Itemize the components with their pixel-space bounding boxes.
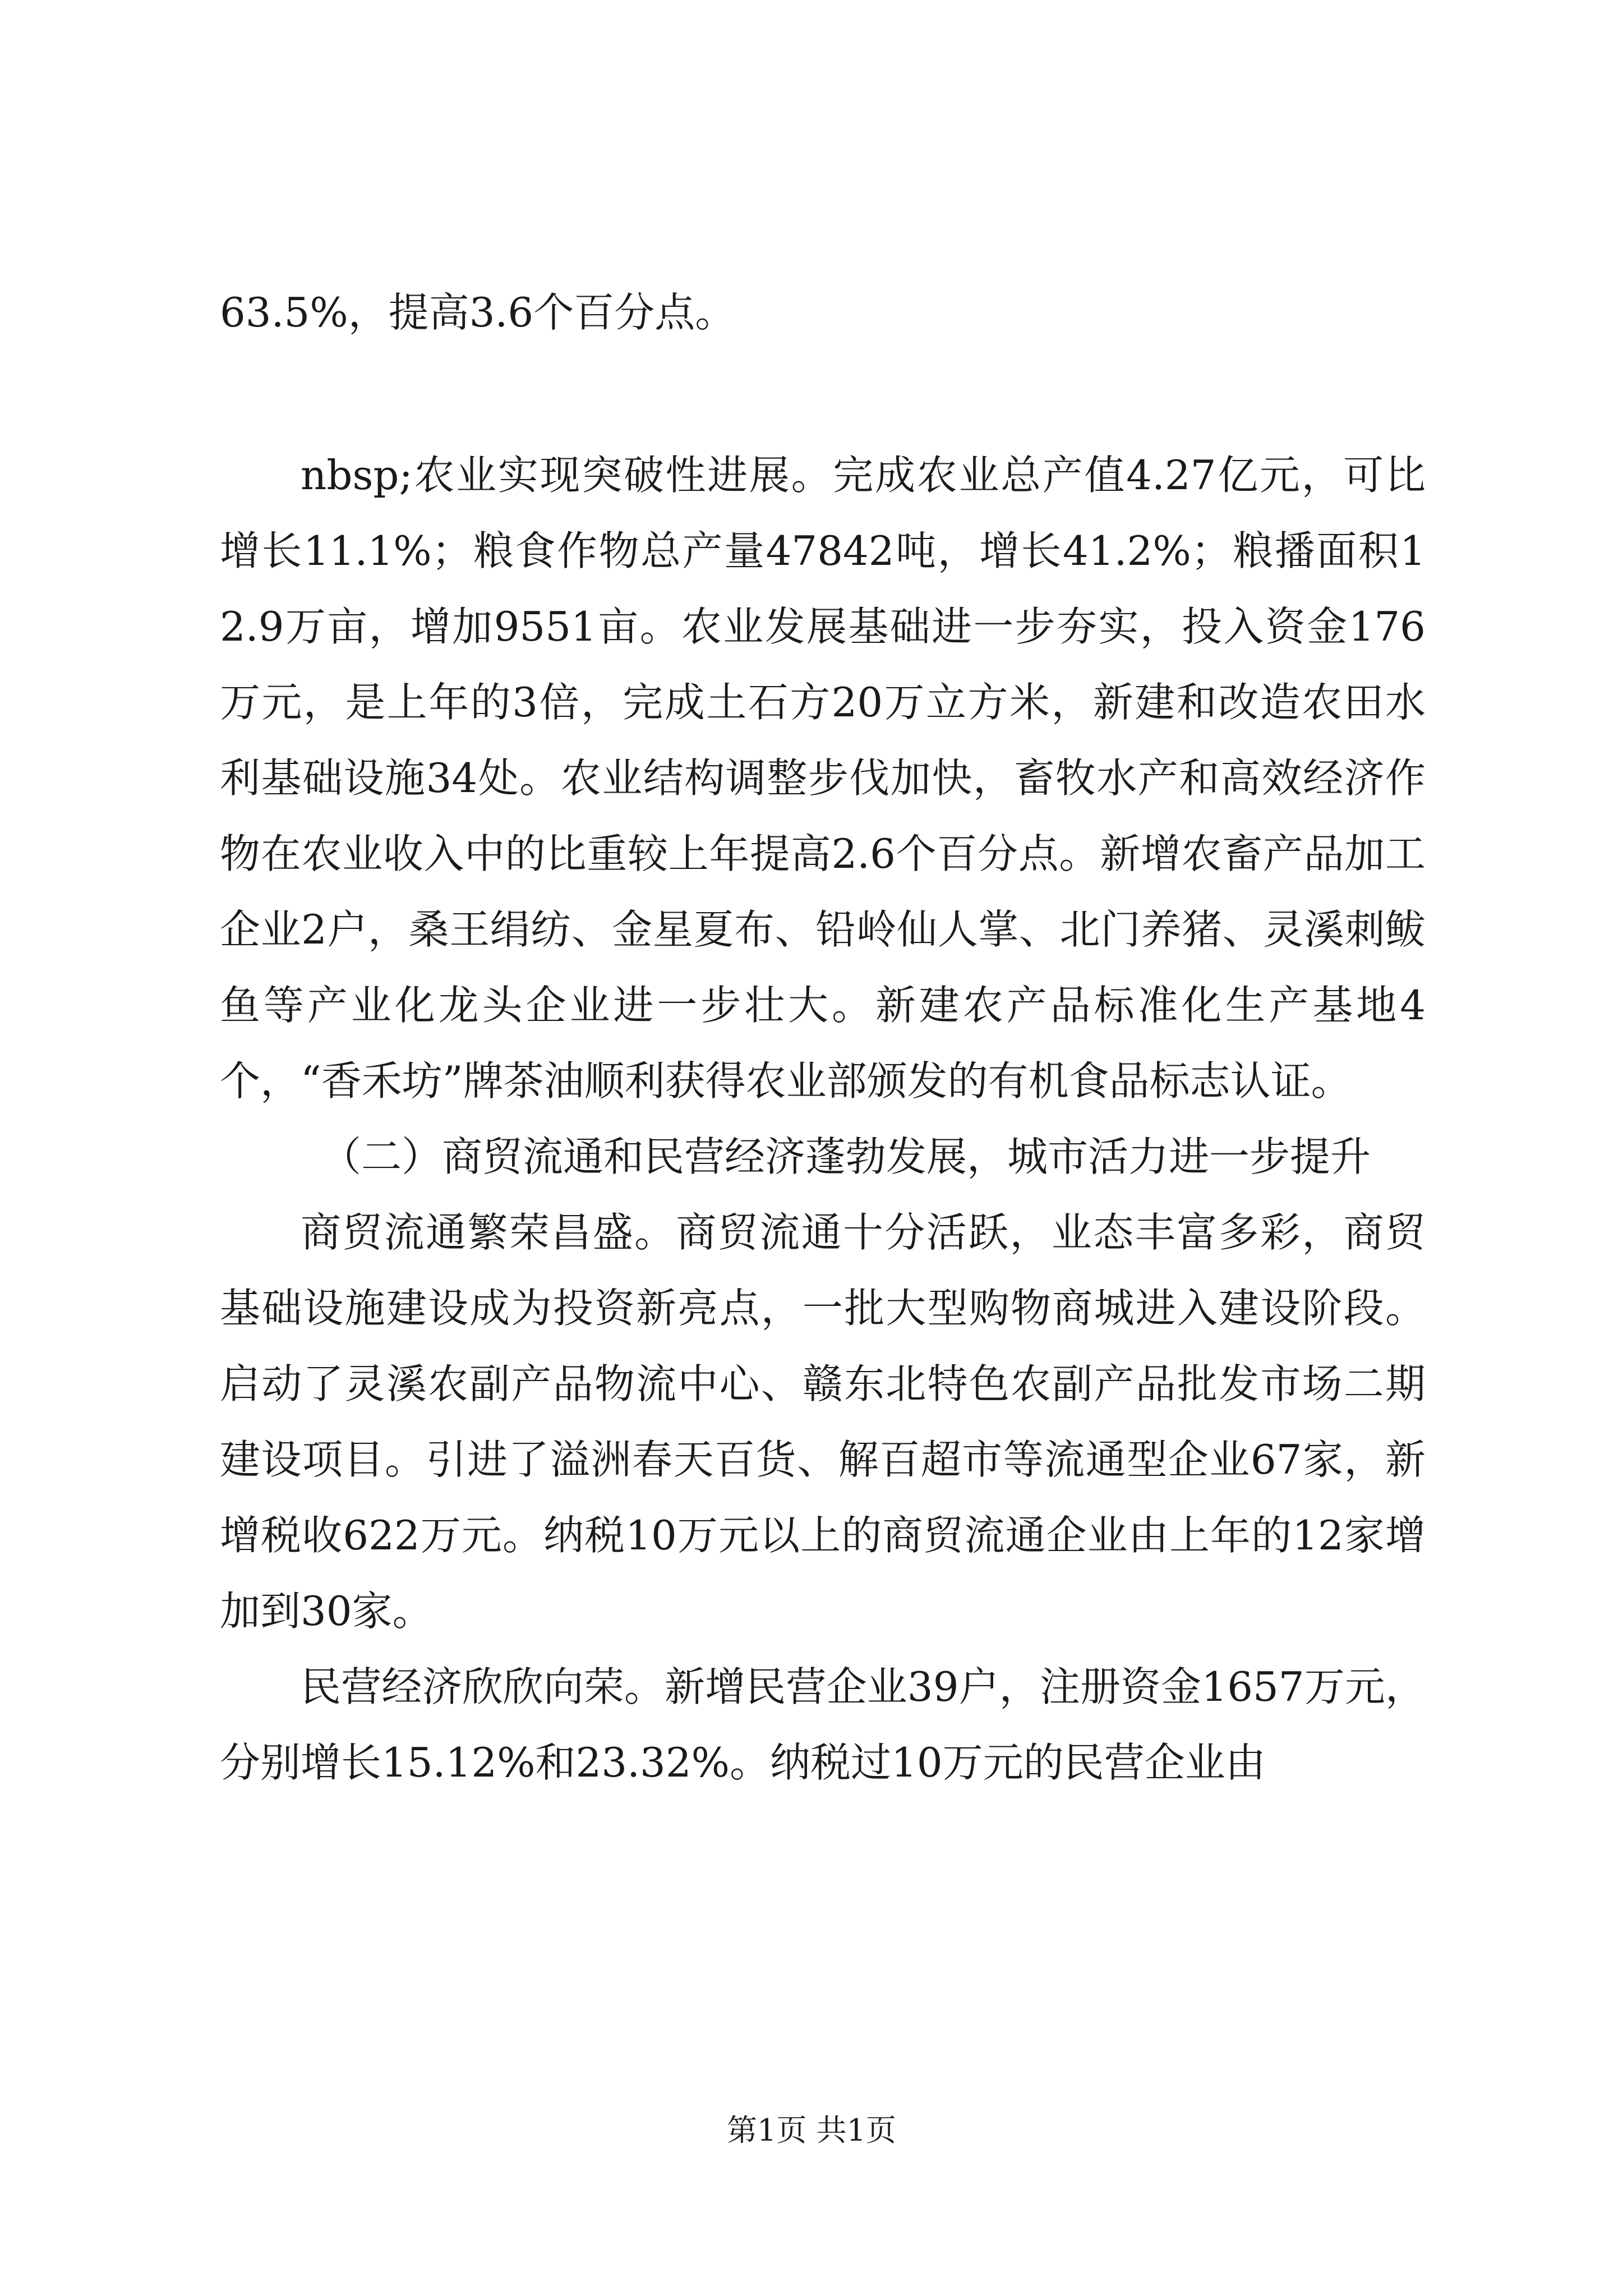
paragraph-agriculture: nbsp;农业实现突破性进展。完成农业总产值4.27亿元，可比增长11.1%；粮食作物总产量47842吨，增长41.2%；粮播面积12.9万亩，增加9551亩。农业发展基础进一步夯实，投入资金176万元，是上年的3倍，完成土石方20万立方米，新建和改造农田水利基础设施34处。农业结构调整步伐加快，畜牧水产和高效经济作物在农业收入中的比重较上年提高2.6个百分点。新增农畜产品加工企业2户，桑王绢纺、金星夏布、铅岭仙人掌、北门养猪、灵溪刺鲅鱼等产业化龙头企业进一步壮大。新建农产品标准化生产基地4个，“香禾坊”牌茶油顺利获得农业部颁发的有机食品标志认证。 <box>220 452 1426 1105</box>
paragraph-private-economy: 民营经济欣欣向荣。新增民营企业39户，注册资金1657万元，分别增长15.12%和23.32%。纳税过10万元的民营企业由 <box>220 1663 1426 1786</box>
section-heading-commerce: （二）商贸流通和民营经济蓬勃发展，城市活力进一步提升 <box>321 1133 1371 1180</box>
document-body <box>220 275 1426 1801</box>
page-number-footer: 第1页 共1页 <box>727 2113 896 2148</box>
paragraph-continuation: 63.5%，提高3.6个百分点。 <box>220 289 736 336</box>
paragraph-commerce: 商贸流通繁荣昌盛。商贸流通十分活跃，业态丰富多彩，商贸基础设施建设成为投资新亮点，一批大型购物商城进入建设阶段。启动了灵溪农副产品物流中心、赣东北特色农副产品批发市场二期建设项目。引进了溢洲春天百货、解百超市等流通型企业67家，新增税收622万元。纳税10万元以上的商贸流通企业由上年的12家增加到30家。 <box>220 1209 1426 1635</box>
